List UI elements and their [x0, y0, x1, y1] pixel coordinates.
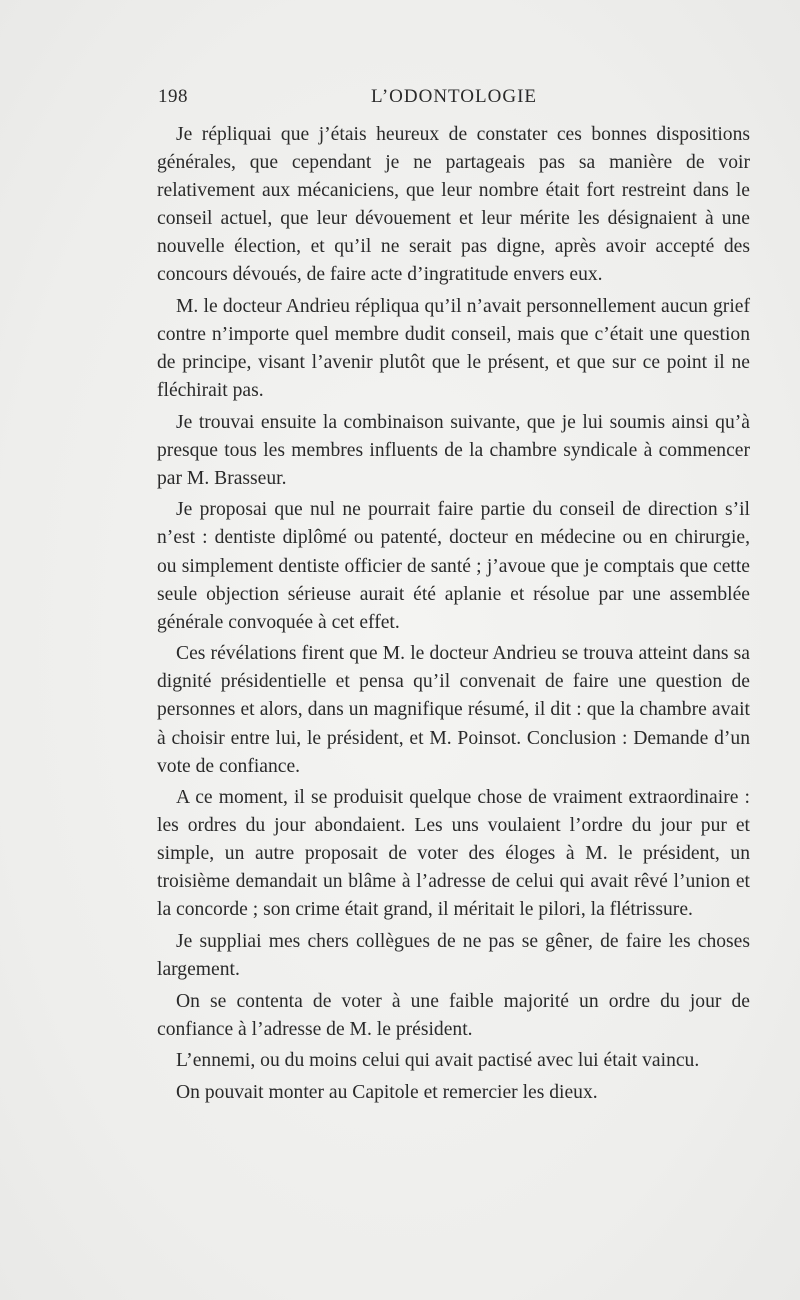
paragraph: Je répliquai que j’étais heureux de constater ces bonnes dispositions générales, que cependant je ne partageais pas sa manière de voir relativement aux mécaniciens, que leur nombre était fort restreint dans le conseil actuel, que leur dévouement et leur mérite les désignaient à une nouvelle élection, et qu’il ne serait pas digne, après avoir accepté des concours dévoués, de faire acte d’ingratitude envers eux.	[157, 124, 750, 286]
paragraph: On se contenta de voter à une faible majorité un ordre du jour de confiance à l’adresse de M. le président.	[157, 990, 750, 1040]
paragraph: On pouvait monter au Capitole et remercier les dieux.	[176, 1081, 598, 1103]
paragraph: L’ennemi, ou du moins celui qui avait pactisé avec lui était vaincu.	[176, 1050, 700, 1072]
paragraph: Je trouvai ensuite la combinaison suivante, que je lui soumis ainsi qu’à presque tous les membres influents de la chambre syndicale à commencer par M. Brasseur.	[157, 411, 750, 489]
paragraph: Je proposai que nul ne pourrait faire partie du conseil de direction s’il n’est : dentiste diplômé ou patenté, docteur en médecine ou en chirurgie, ou simplement dentiste officier de santé ; j’avoue que je comptais que cette seule objection sérieuse aurait été aplanie et résolue par une assemblée générale convoquée à cet effet.	[157, 499, 750, 633]
paragraph: Ces révélations firent que M. le docteur Andrieu se trouva atteint dans sa dignité présidentielle et pensa qu’il convenait de faire une question de personnes et alors, dans un magnifique résumé, il dit : que la chambre avait à choisir entre lui, le président, et M. Poinsot. Conclusion : Demande d’un vote de confiance.	[157, 643, 750, 777]
running-title: L’ODONTOLOGIE	[370, 86, 538, 107]
body-text	[157, 121, 750, 1110]
page-header	[158, 86, 750, 116]
paragraph: Je suppliai mes chers collègues de ne pas se gêner, de faire les choses largement.	[157, 930, 750, 981]
paragraph: M. le docteur Andrieu répliqua qu’il n’avait personnellement aucun grief contre n’importe quel membre dudit conseil, mais que c’était une question de principe, visant l’avenir plutôt que le présent, et que sur ce point il ne fléchirait pas.	[157, 295, 750, 402]
paragraph: A ce moment, il se produisit quelque chose de vraiment extraordinaire : les ordres du jour abondaient. Les uns voulaient l’ordre du jour pur et simple, un autre proposait de voter des éloges à M. le président, un troisième demandait un blâme à l’adresse de celui qui avait rêvé l’union et la concorde ; son crime était grand, il méritait le pilori, la flétrissure.	[157, 787, 750, 921]
page-number: 198	[158, 86, 188, 107]
